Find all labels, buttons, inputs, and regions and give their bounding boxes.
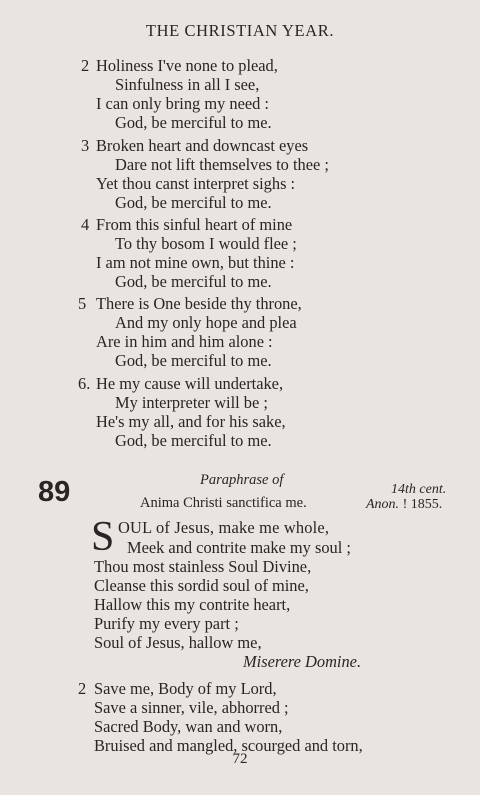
verse-line: To thy bosom I would flee ;	[115, 234, 297, 253]
verse-line: Broken heart and downcast eyes	[96, 136, 309, 155]
verse-line: Dare not lift themselves to thee ;	[115, 155, 329, 174]
verse-line: Cleanse this sordid soul of mine,	[94, 576, 309, 595]
verse-number: 2	[78, 679, 87, 698]
verse-line: Purify my every part ;	[94, 614, 239, 633]
author-name: Anon.	[366, 497, 400, 512]
verse-line: Soul of Jesus, hallow me,	[94, 633, 262, 652]
verse-number: 4	[81, 215, 90, 234]
author-year: 1855.	[410, 497, 443, 512]
verse-line: God, be merciful to me.	[115, 431, 272, 450]
hymn-date	[391, 482, 446, 498]
verse-line: My interpreter will be ;	[115, 393, 268, 412]
verse-line: From this sinful heart of mine	[96, 215, 293, 234]
page-number: 72	[232, 751, 248, 767]
verse-line: Bruised and mangled, scourged and torn,	[94, 736, 363, 755]
verse-number: 6.	[78, 374, 91, 393]
verse-line: Hallow this my contrite heart,	[94, 595, 291, 614]
verse-line: And my only hope and plea	[115, 313, 297, 332]
author-separator: !	[399, 497, 411, 512]
verse-line: Sinfulness in all I see,	[115, 75, 260, 94]
hymn-latin-title: Anima Christi sanctifica me.	[140, 495, 307, 511]
verse-line: Save me, Body of my Lord,	[94, 679, 277, 698]
verse-line: Thou most stainless Soul Divine,	[94, 557, 312, 576]
verse-number: 3	[81, 136, 90, 155]
verse-line: OUL of Jesus, make me whole,	[118, 518, 330, 537]
verse-line: Holiness I've none to plead,	[96, 56, 278, 75]
hymn-number: 89	[38, 476, 71, 508]
verse-line: Meek and contrite make my soul ;	[127, 538, 351, 557]
verse-line: Sacred Body, wan and worn,	[94, 717, 283, 736]
drop-cap: S	[91, 514, 115, 560]
verse-line: God, be merciful to me.	[115, 351, 272, 370]
verse-line: I can only bring my need :	[96, 94, 269, 113]
verse-refrain: Miserere Domine.	[243, 652, 362, 671]
running-header: THE CHRISTIAN YEAR.	[145, 21, 335, 40]
verse-line: He my cause will undertake,	[96, 374, 284, 393]
verse-number: 2	[81, 56, 90, 75]
hymn-subtitle: Paraphrase of	[200, 472, 284, 488]
verse-line: Save a sinner, vile, abhorred ;	[94, 698, 289, 717]
verse-line: Yet thou canst interpret sighs :	[96, 174, 296, 193]
verse-line: God, be merciful to me.	[115, 113, 272, 132]
verse-line: God, be merciful to me.	[115, 193, 272, 212]
verse-line: He's my all, and for his sake,	[96, 412, 286, 431]
date-label: 14th cent.	[391, 482, 447, 497]
verse-line: God, be merciful to me.	[115, 272, 272, 291]
verse-line: There is One beside thy throne,	[96, 294, 302, 313]
verse-line: Are in him and him alone :	[96, 332, 273, 351]
verse-number: 5	[78, 294, 87, 313]
hymn-author-line	[366, 497, 442, 513]
verse-line: I am not mine own, but thine :	[96, 253, 295, 272]
